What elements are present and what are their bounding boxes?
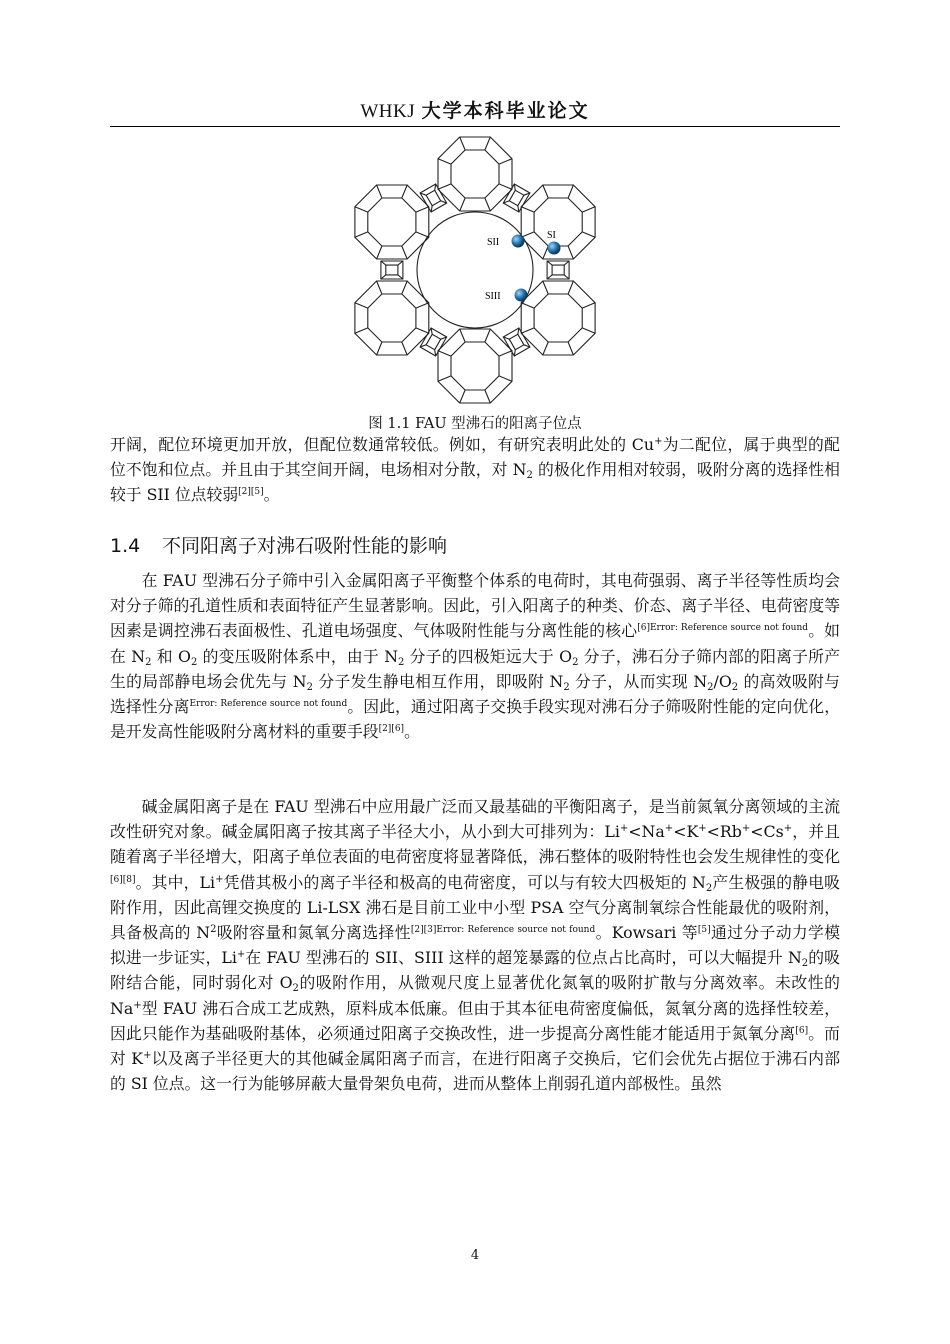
header-title-cn: 大学本科毕业论文 bbox=[421, 100, 590, 122]
section-title: 不同阳离子对沸石吸附性能的影响 bbox=[162, 535, 448, 557]
header-title-en: WHKJ bbox=[360, 101, 416, 122]
atom-siii bbox=[515, 289, 528, 302]
zeolite-framework bbox=[355, 137, 595, 403]
paragraph-1: 开阔，配位环境更加开放，但配位数通常较低。例如，有研究表明此处的 Cu+为二配位，属于典型的配位不饱和位点。并且由于其空间开阔，电场相对分散，对 $N_2$ 的极化作用相对较弱，吸附分离的选择性相较于 SII 位点较弱[2][5]。 bbox=[110, 435, 840, 505]
page-header bbox=[110, 96, 840, 123]
section-heading bbox=[110, 531, 840, 558]
atom-si bbox=[548, 242, 561, 255]
figure-caption: 图 1.1 FAU 型沸石的阳离子位点 bbox=[368, 416, 582, 432]
label-siii: SIII bbox=[485, 291, 501, 302]
header-rule bbox=[110, 126, 840, 127]
paragraph-2: 在 FAU 型沸石分子筛中引入金属阳离子平衡整个体系的电荷时，其电荷强弱、离子半径等性质均会对分子筛的孔道性质和表面特征产生显著影响。因此，引入阳离子的种类、价态、离子半径、电荷密度等因素是调控沸石表面极性、孔道电场强度、气体吸附性能与分离性能的核心$^{[6]Error: Reference source not found}$。如在 $N_2$ 和 $O_2$ 的变压吸附体系中，由于 $N_2$ 分子的四极矩远大于 $O_2$ 分子，沸石分子筛内部的阳离子所产生的局部静电场会优先与 $N_2$ 分子发生静电相互作用，即吸附 $N_2$ 分子，从而实现 $N_2/O_2$ 的高效吸附与选择性分离$^{Error: Reference source not found}$。因此，通过阳离子交换手段实现对沸石分子筛吸附性能的定向优化，是开发高性能吸附分离材料的重要手段[2][6]。 bbox=[110, 571, 840, 742]
fau-zeolite-figure bbox=[340, 130, 610, 412]
atom-sii bbox=[512, 235, 525, 248]
label-si: SI bbox=[547, 230, 556, 241]
label-sii: SII bbox=[487, 237, 500, 248]
paragraph-3: 碱金属阳离子是在 FAU 型沸石中应用最广泛而又最基础的平衡阳离子，是当前氮氧分离领域的主流改性研究对象。碱金属阳离子按其离子半径大小，从小到大可排列为：Li+<Na+<K+<Rb+<Cs+，并且随着离子半径增大，阳离子单位表面的电荷密度将显著降低，沸石整体的吸附特性也会发生规律性的变化[6][8]。其中，Li+凭借其极小的离子半径和极高的电荷密度，可以与有较大四极矩的 $N_2$产生极强的静电吸附作用，因此高锂交换度的 Li-LSX 沸石是目前工业中小型 PSA 空气分离制氧综合性能最优的吸附剂，具备极高的 $N^2$吸附容量和氮氧分离选择性$^{[2][3]Error: Reference source not found}$。Kowsari 等[5]通过分子动力学模拟进一步证实，Li+在 FAU 型沸石的 SII、SIII 这样的超笼暴露的位点占比高时，可以大幅提升 $N_2$的吸附结合能，同时弱化对 $O_2$的吸附作用，从微观尺度上显著优化氮氧的吸附扩散与分离效率。未改性的 Na+型 FAU 沸石合成工艺成熟，原料成本低廉。但由于其本征电荷密度偏低，氮氧分离的选择性较差，因此只能作为基础吸附基体，必须通过阳离子交换改性，进一步提高分离性能才能适用于氮氧分离[6]。而对 K+以及离子半径更大的其他碱金属阳离子而言，在进行阳离子交换后，它们会优先占据位于沸石内部的 SI 位点。这一行为能够屏蔽大量骨架负电荷，进而从整体上削弱孔道内部极性。虽然 bbox=[110, 797, 840, 1094]
section-number: 1.4 bbox=[110, 535, 141, 557]
page-number: 4 bbox=[470, 1248, 480, 1263]
cation-sites bbox=[485, 230, 561, 302]
